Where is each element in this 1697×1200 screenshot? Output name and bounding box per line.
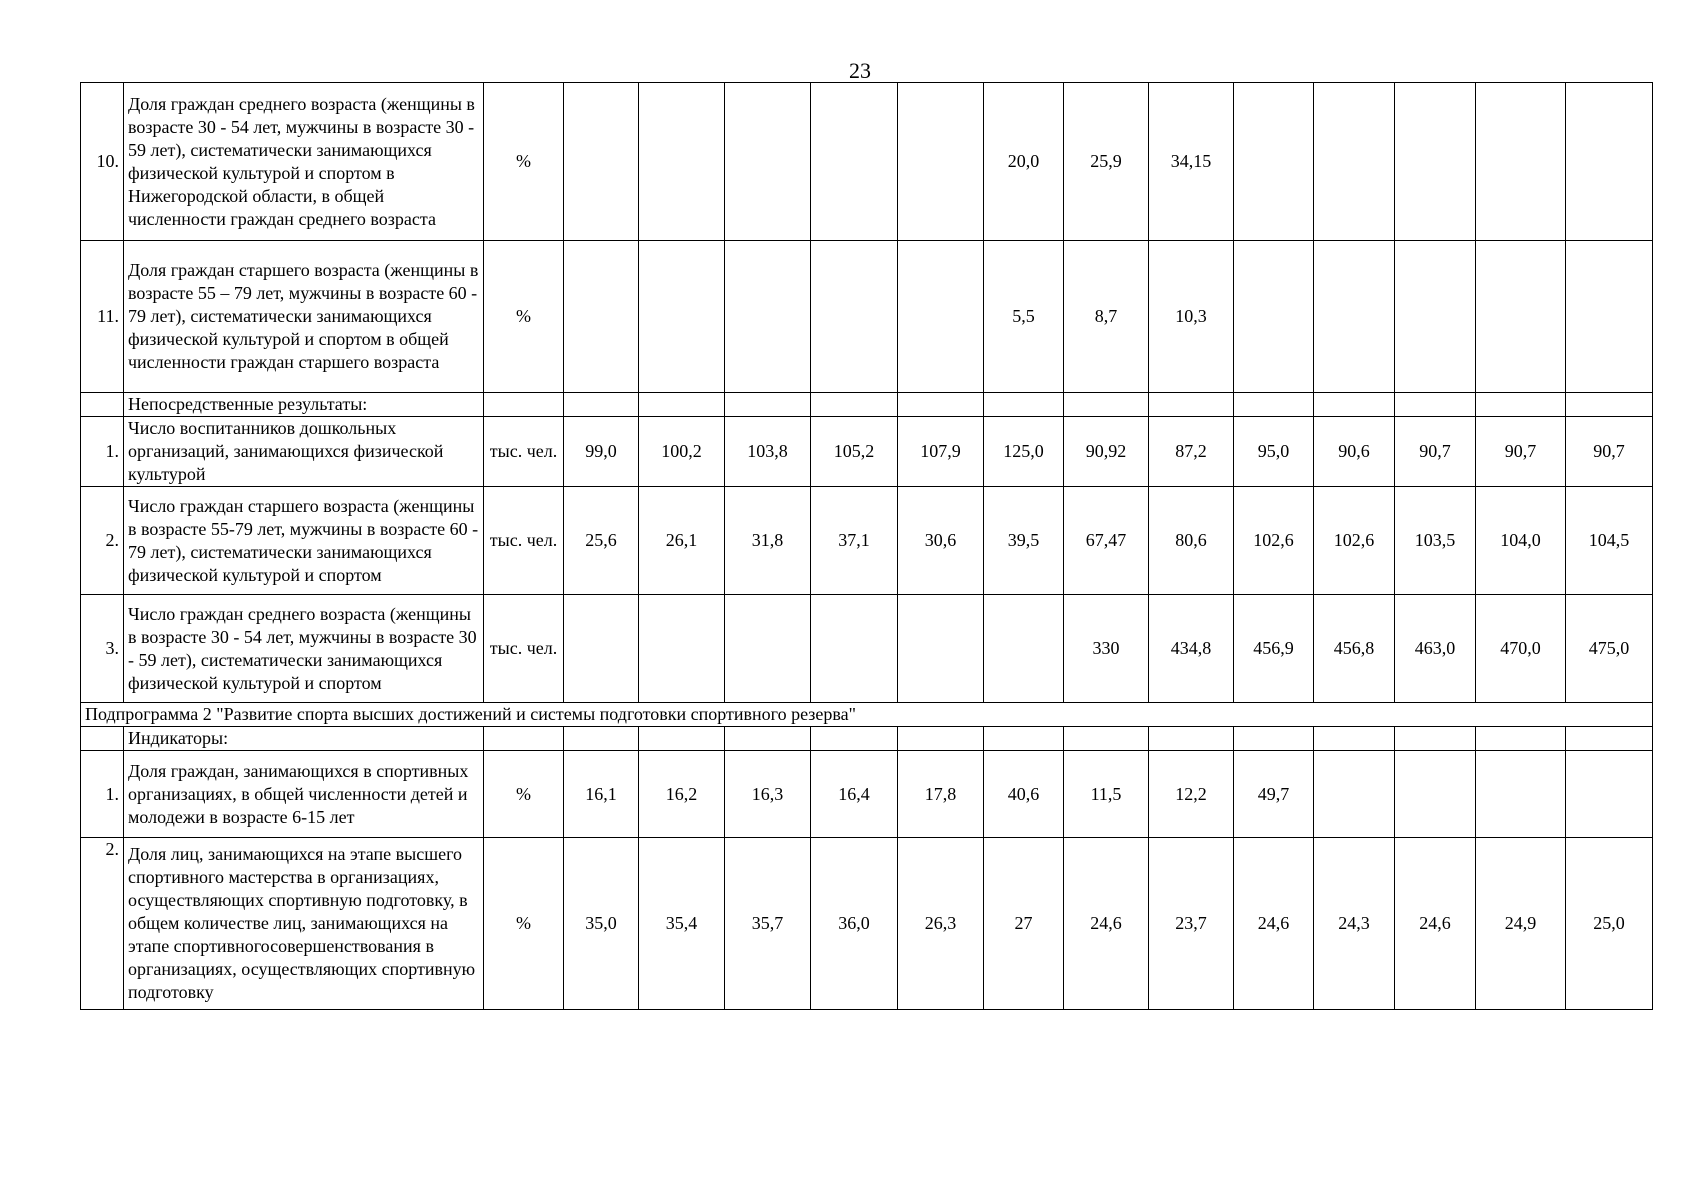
value-cell <box>1566 393 1653 417</box>
value-cell: 90,92 <box>1064 417 1149 487</box>
value-cell: 24,6 <box>1395 838 1476 1010</box>
value-cell <box>639 727 725 751</box>
value-cell <box>1314 83 1395 241</box>
value-cell <box>1314 393 1395 417</box>
value-cell <box>725 595 811 703</box>
row-number <box>81 727 124 751</box>
value-cell: 330 <box>1064 595 1149 703</box>
value-cell: 470,0 <box>1476 595 1566 703</box>
indicators-table <box>80 82 1653 1010</box>
value-cell: 49,7 <box>1234 751 1314 838</box>
value-cell: 5,5 <box>984 241 1064 393</box>
value-cell <box>898 595 984 703</box>
value-cell: 36,0 <box>811 838 898 1010</box>
value-cell <box>1149 727 1234 751</box>
value-cell <box>1566 751 1653 838</box>
table-row <box>81 417 1653 487</box>
value-cell: 24,3 <box>1314 838 1395 1010</box>
value-cell <box>1566 241 1653 393</box>
value-cell: 35,4 <box>639 838 725 1010</box>
value-cell <box>639 83 725 241</box>
table-row <box>81 83 1653 241</box>
subprogram-title: Подпрограмма 2 "Развитие спорта высших достижений и системы подготовки спортивного резерва" <box>81 703 1653 727</box>
unit-cell <box>484 727 564 751</box>
row-number: 2. <box>81 838 124 1010</box>
value-cell <box>1064 393 1149 417</box>
value-cell: 90,7 <box>1395 417 1476 487</box>
value-cell: 463,0 <box>1395 595 1476 703</box>
unit-cell: % <box>484 241 564 393</box>
value-cell <box>898 241 984 393</box>
unit-cell: % <box>484 751 564 838</box>
value-cell <box>898 83 984 241</box>
value-cell: 456,9 <box>1234 595 1314 703</box>
value-cell <box>1064 727 1149 751</box>
indicator-name: Доля граждан, занимающихся в спортивных организациях, в общей численности детей и молодежи в возрасте 6-15 лет <box>124 751 484 838</box>
unit-cell: % <box>484 83 564 241</box>
value-cell <box>984 393 1064 417</box>
value-cell <box>1234 727 1314 751</box>
value-cell: 16,1 <box>564 751 639 838</box>
value-cell: 16,3 <box>725 751 811 838</box>
value-cell <box>811 595 898 703</box>
value-cell <box>639 393 725 417</box>
value-cell: 90,7 <box>1566 417 1653 487</box>
value-cell <box>1476 393 1566 417</box>
value-cell <box>1149 393 1234 417</box>
value-cell <box>984 727 1064 751</box>
indicator-name: Число воспитанников дошкольных организаций, занимающихся физической культурой <box>124 417 484 487</box>
value-cell <box>1476 751 1566 838</box>
unit-cell: % <box>484 838 564 1010</box>
value-cell <box>1566 83 1653 241</box>
value-cell: 102,6 <box>1314 487 1395 595</box>
value-cell: 40,6 <box>984 751 1064 838</box>
table-row <box>81 703 1653 727</box>
value-cell <box>1476 83 1566 241</box>
value-cell: 12,2 <box>1149 751 1234 838</box>
value-cell: 23,7 <box>1149 838 1234 1010</box>
row-number: 3. <box>81 595 124 703</box>
value-cell <box>639 595 725 703</box>
section-label: Непосредственные результаты: <box>124 393 484 417</box>
value-cell <box>1476 241 1566 393</box>
table-row <box>81 751 1653 838</box>
value-cell: 67,47 <box>1064 487 1149 595</box>
value-cell <box>1395 393 1476 417</box>
indicator-name: Число граждан старшего возраста (женщины в возрасте 55-79 лет, мужчины в возрасте 60 - 79 лет), систематически занимающихся физической культурой и спортом <box>124 487 484 595</box>
value-cell <box>1566 727 1653 751</box>
value-cell <box>1395 727 1476 751</box>
value-cell: 475,0 <box>1566 595 1653 703</box>
value-cell <box>725 241 811 393</box>
value-cell: 8,7 <box>1064 241 1149 393</box>
value-cell: 35,0 <box>564 838 639 1010</box>
value-cell <box>725 83 811 241</box>
value-cell <box>725 727 811 751</box>
value-cell: 35,7 <box>725 838 811 1010</box>
value-cell: 90,7 <box>1476 417 1566 487</box>
unit-cell <box>484 393 564 417</box>
value-cell: 105,2 <box>811 417 898 487</box>
value-cell: 16,2 <box>639 751 725 838</box>
value-cell: 103,5 <box>1395 487 1476 595</box>
row-number: 2. <box>81 487 124 595</box>
value-cell <box>898 727 984 751</box>
value-cell: 24,9 <box>1476 838 1566 1010</box>
value-cell <box>639 241 725 393</box>
value-cell <box>564 83 639 241</box>
indicator-name: Доля граждан старшего возраста (женщины в возрасте 55 – 79 лет, мужчины в возрасте 60 - 79 лет), систематически занимающихся физической культурой и спортом в общей численности граждан старшего возраста <box>124 241 484 393</box>
value-cell: 39,5 <box>984 487 1064 595</box>
row-number <box>81 393 124 417</box>
value-cell: 104,5 <box>1566 487 1653 595</box>
value-cell <box>1234 393 1314 417</box>
row-number: 10. <box>81 83 124 241</box>
table-body <box>81 83 1653 1010</box>
value-cell <box>1234 241 1314 393</box>
value-cell <box>811 241 898 393</box>
value-cell: 11,5 <box>1064 751 1149 838</box>
value-cell <box>811 83 898 241</box>
section-label: Индикаторы: <box>124 727 484 751</box>
value-cell: 103,8 <box>725 417 811 487</box>
value-cell <box>1314 751 1395 838</box>
value-cell: 27 <box>984 838 1064 1010</box>
value-cell: 456,8 <box>1314 595 1395 703</box>
value-cell <box>564 241 639 393</box>
value-cell <box>564 595 639 703</box>
value-cell: 99,0 <box>564 417 639 487</box>
value-cell <box>1314 727 1395 751</box>
value-cell <box>811 727 898 751</box>
value-cell <box>1395 241 1476 393</box>
value-cell: 80,6 <box>1149 487 1234 595</box>
table-row <box>81 595 1653 703</box>
value-cell: 125,0 <box>984 417 1064 487</box>
unit-cell: тыс. чел. <box>484 595 564 703</box>
indicator-name: Число граждан среднего возраста (женщины в возрасте 30 - 54 лет, мужчины в возрасте 30 - 59 лет), систематически занимающихся физической культурой и спортом <box>124 595 484 703</box>
value-cell: 90,6 <box>1314 417 1395 487</box>
value-cell: 34,15 <box>1149 83 1234 241</box>
table-row <box>81 241 1653 393</box>
value-cell: 100,2 <box>639 417 725 487</box>
value-cell: 20,0 <box>984 83 1064 241</box>
value-cell <box>1234 83 1314 241</box>
value-cell: 25,0 <box>1566 838 1653 1010</box>
value-cell: 95,0 <box>1234 417 1314 487</box>
value-cell: 37,1 <box>811 487 898 595</box>
value-cell <box>811 393 898 417</box>
table-row <box>81 393 1653 417</box>
table-row <box>81 727 1653 751</box>
value-cell <box>725 393 811 417</box>
value-cell: 26,3 <box>898 838 984 1010</box>
value-cell <box>1314 241 1395 393</box>
value-cell <box>898 393 984 417</box>
row-number: 11. <box>81 241 124 393</box>
value-cell: 17,8 <box>898 751 984 838</box>
value-cell: 25,9 <box>1064 83 1149 241</box>
row-number: 1. <box>81 751 124 838</box>
value-cell <box>1395 751 1476 838</box>
value-cell <box>984 595 1064 703</box>
value-cell <box>564 393 639 417</box>
row-number: 1. <box>81 417 124 487</box>
value-cell: 24,6 <box>1234 838 1314 1010</box>
value-cell: 107,9 <box>898 417 984 487</box>
value-cell: 24,6 <box>1064 838 1149 1010</box>
value-cell: 87,2 <box>1149 417 1234 487</box>
value-cell <box>1395 83 1476 241</box>
value-cell: 26,1 <box>639 487 725 595</box>
unit-cell: тыс. чел. <box>484 417 564 487</box>
value-cell: 102,6 <box>1234 487 1314 595</box>
value-cell: 10,3 <box>1149 241 1234 393</box>
value-cell: 104,0 <box>1476 487 1566 595</box>
value-cell: 31,8 <box>725 487 811 595</box>
indicator-name: Доля граждан среднего возраста (женщины в возрасте 30 - 54 лет, мужчины в возрасте 30 - 59 лет), систематически занимающихся физической культурой и спортом в Нижегородской области, в общей численности граждан среднего возраста <box>124 83 484 241</box>
value-cell <box>564 727 639 751</box>
page-number: 23 <box>849 58 871 83</box>
table-row <box>81 487 1653 595</box>
indicator-name: Доля лиц, занимающихся на этапе высшего спортивного мастерства в организациях, осуществляющих спортивную подготовку, в общем количестве лиц, занимающихся на этапе спортивногосовершенствования в организациях, осуществляющих спортивную подготовку <box>124 838 484 1010</box>
table-row <box>81 838 1653 1010</box>
unit-cell: тыс. чел. <box>484 487 564 595</box>
value-cell: 434,8 <box>1149 595 1234 703</box>
value-cell: 30,6 <box>898 487 984 595</box>
value-cell <box>1476 727 1566 751</box>
value-cell: 16,4 <box>811 751 898 838</box>
value-cell: 25,6 <box>564 487 639 595</box>
